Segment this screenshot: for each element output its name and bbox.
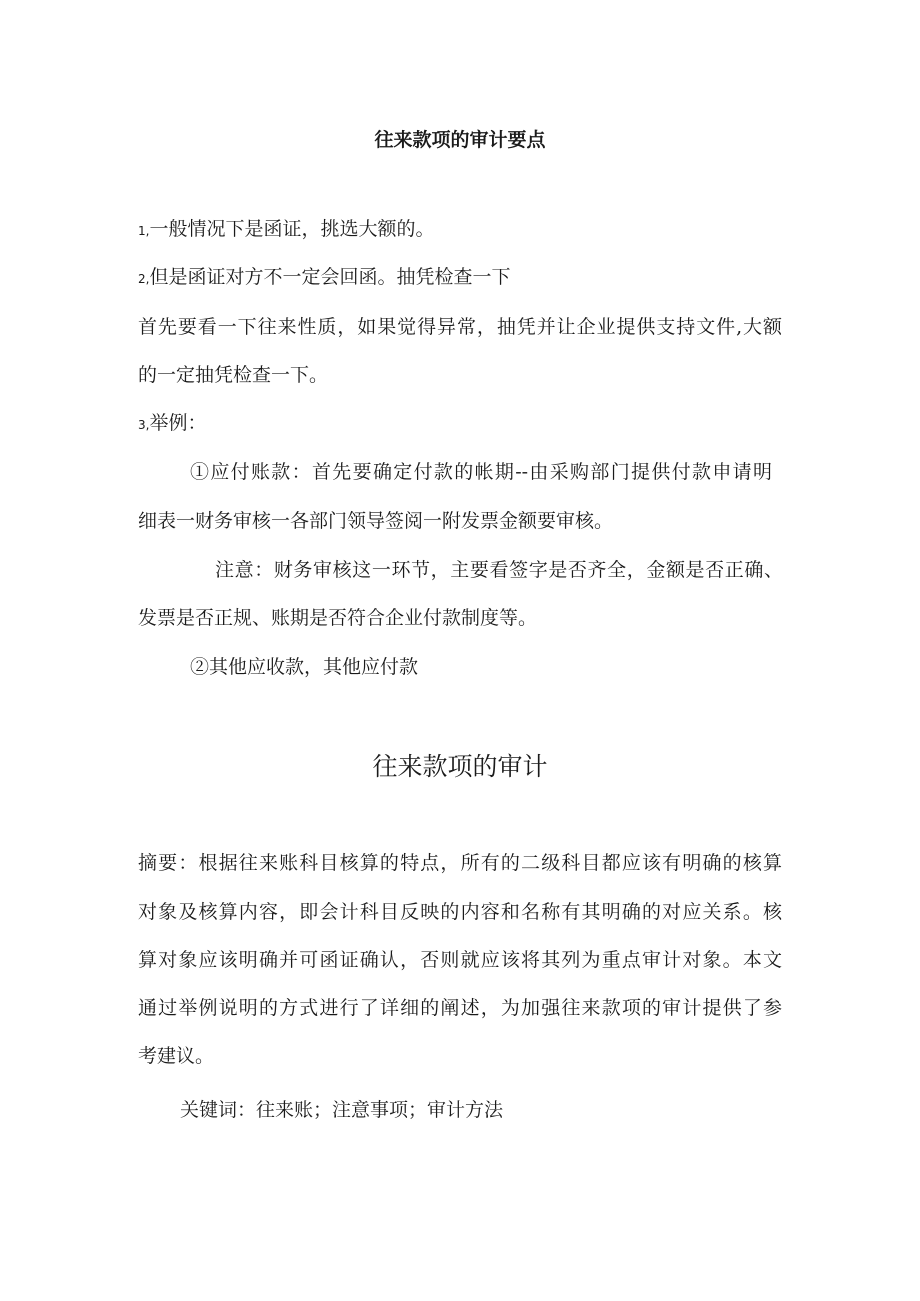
example-line: 细表一财务审核一各部门领导签阅一附发票金额要审核。 xyxy=(138,510,614,532)
list-item-1 xyxy=(138,216,434,244)
list-item-number: 2, xyxy=(138,272,150,286)
note-line: 注意：财务审核这一环节，主要看签字是否齐全，金额是否正确、 xyxy=(215,559,783,581)
note-line: 发票是否正规、账期是否符合企业付款制度等。 xyxy=(138,607,538,629)
abstract-line: 摘要：根据往来账科目核算的特点，所有的二级科目都应该有明确的核算 xyxy=(138,852,782,874)
abstract-line: 对象及核算内容，即会计科目反映的内容和名称有其明确的对应关系。核 xyxy=(138,901,782,923)
list-item-3 xyxy=(138,410,206,438)
list-item-number: 3, xyxy=(138,418,150,432)
list-item-text: 但是函证对方不一定会回函。抽凭检查一下 xyxy=(149,266,511,288)
paragraph-line: 的一定抽凭检查一下。 xyxy=(138,364,329,386)
list-item-2 xyxy=(138,264,510,292)
doc-title: 往来款项的审计要点 xyxy=(374,129,546,151)
list-item-number: 1, xyxy=(138,224,150,238)
list-item-text: 一般情况下是函证，挑选大额的。 xyxy=(149,218,435,240)
abstract-line: 考建议。 xyxy=(138,1045,215,1067)
abstract-line: 通过举例说明的方式进行了详细的阐述，为加强往来款项的审计提供了参 xyxy=(138,997,782,1019)
list-item-text: 举例： xyxy=(149,412,207,434)
paragraph-line: 首先要看一下往来性质，如果觉得异常，抽凭并让企业提供支持文件,大额 xyxy=(138,316,782,338)
example-line: ②其他应收款，其他应付款 xyxy=(190,656,419,678)
example-line: ①应付账款：首先要确定付款的帐期--由采购部门提供付款申请明 xyxy=(190,461,772,483)
article-title: 往来款项的审计 xyxy=(372,752,548,781)
keywords: 关键词：往来账；注意事项；审计方法 xyxy=(180,1099,504,1121)
abstract-line: 算对象应该明确并可函证确认，否则就应该将其列为重点审计对象。本文 xyxy=(138,949,782,971)
